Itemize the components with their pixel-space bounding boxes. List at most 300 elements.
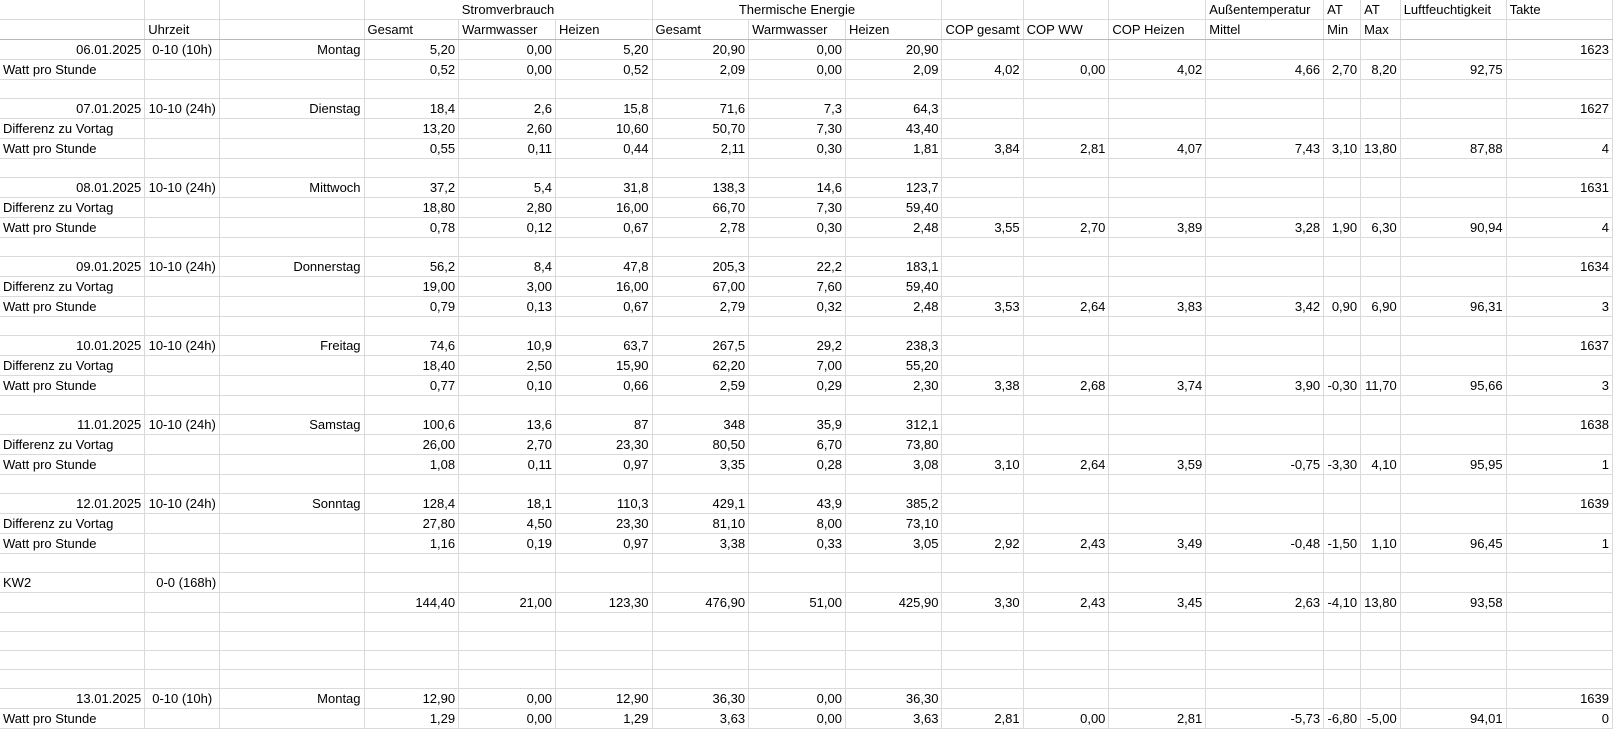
cell[interactable] bbox=[1206, 336, 1324, 356]
cell[interactable]: 0,66 bbox=[555, 376, 652, 396]
header-cell[interactable]: Mittel bbox=[1206, 20, 1324, 40]
header-cell[interactable]: Thermische Energie bbox=[652, 0, 942, 20]
cell[interactable] bbox=[1361, 80, 1401, 99]
cell[interactable]: 3,55 bbox=[942, 218, 1023, 238]
cell[interactable] bbox=[1324, 435, 1361, 455]
cell[interactable]: 59,40 bbox=[845, 277, 942, 297]
cell[interactable] bbox=[1361, 415, 1401, 435]
cell[interactable] bbox=[749, 554, 846, 573]
cell[interactable] bbox=[220, 455, 364, 475]
cell[interactable] bbox=[942, 514, 1023, 534]
cell[interactable] bbox=[1400, 336, 1506, 356]
cell[interactable] bbox=[1400, 396, 1506, 415]
cell[interactable] bbox=[1206, 632, 1324, 651]
cell[interactable]: 1639 bbox=[1506, 494, 1612, 514]
cell[interactable] bbox=[1506, 317, 1612, 336]
cell[interactable] bbox=[1206, 415, 1324, 435]
cell[interactable] bbox=[1109, 435, 1206, 455]
cell[interactable]: 0,77 bbox=[364, 376, 459, 396]
header-cell[interactable]: COP gesamt bbox=[942, 20, 1023, 40]
cell[interactable] bbox=[1361, 670, 1401, 689]
cell[interactable] bbox=[1023, 238, 1109, 257]
header-cell[interactable] bbox=[1400, 20, 1506, 40]
cell[interactable]: 10-10 (24h) bbox=[145, 415, 220, 435]
header-cell[interactable]: Max bbox=[1361, 20, 1401, 40]
cell[interactable]: 2,81 bbox=[1023, 139, 1109, 159]
cell[interactable]: 0,30 bbox=[749, 218, 846, 238]
cell[interactable] bbox=[942, 415, 1023, 435]
cell[interactable]: 6,30 bbox=[1361, 218, 1401, 238]
cell[interactable] bbox=[1324, 99, 1361, 119]
cell[interactable] bbox=[1324, 80, 1361, 99]
cell[interactable] bbox=[220, 139, 364, 159]
cell[interactable] bbox=[0, 80, 145, 99]
cell[interactable]: Montag bbox=[220, 40, 364, 60]
cell[interactable] bbox=[1506, 435, 1612, 455]
cell[interactable] bbox=[145, 218, 220, 238]
cell[interactable] bbox=[1206, 613, 1324, 632]
cell[interactable] bbox=[0, 396, 145, 415]
cell[interactable]: 5,20 bbox=[555, 40, 652, 60]
cell[interactable] bbox=[459, 632, 556, 651]
cell[interactable] bbox=[145, 514, 220, 534]
cell[interactable] bbox=[749, 80, 846, 99]
cell[interactable]: 07.01.2025 bbox=[0, 99, 145, 119]
cell[interactable] bbox=[220, 277, 364, 297]
cell[interactable]: 87,88 bbox=[1400, 139, 1506, 159]
cell[interactable] bbox=[942, 435, 1023, 455]
cell[interactable] bbox=[1023, 119, 1109, 139]
cell[interactable] bbox=[749, 475, 846, 494]
cell[interactable]: 100,6 bbox=[364, 415, 459, 435]
cell[interactable]: 0,12 bbox=[459, 218, 556, 238]
cell[interactable] bbox=[459, 613, 556, 632]
cell[interactable] bbox=[145, 435, 220, 455]
cell[interactable]: 12,90 bbox=[364, 689, 459, 709]
cell[interactable] bbox=[942, 317, 1023, 336]
cell[interactable]: 37,2 bbox=[364, 178, 459, 198]
cell[interactable] bbox=[1400, 238, 1506, 257]
cell[interactable] bbox=[459, 573, 556, 593]
cell[interactable]: 3,84 bbox=[942, 139, 1023, 159]
cell[interactable]: -0,75 bbox=[1206, 455, 1324, 475]
cell[interactable] bbox=[1506, 60, 1612, 80]
cell[interactable]: 10-10 (24h) bbox=[145, 257, 220, 277]
cell[interactable] bbox=[942, 670, 1023, 689]
cell[interactable]: 6,70 bbox=[749, 435, 846, 455]
cell[interactable] bbox=[555, 670, 652, 689]
header-cell[interactable] bbox=[1506, 20, 1612, 40]
cell[interactable] bbox=[1206, 573, 1324, 593]
cell[interactable] bbox=[942, 651, 1023, 670]
cell[interactable]: -0,30 bbox=[1324, 376, 1361, 396]
cell[interactable] bbox=[1206, 257, 1324, 277]
cell[interactable] bbox=[1109, 277, 1206, 297]
cell[interactable]: 22,2 bbox=[749, 257, 846, 277]
cell[interactable] bbox=[1506, 396, 1612, 415]
cell[interactable] bbox=[1023, 494, 1109, 514]
cell[interactable] bbox=[1361, 356, 1401, 376]
cell[interactable] bbox=[1506, 80, 1612, 99]
cell[interactable]: 0,97 bbox=[555, 455, 652, 475]
cell[interactable]: 2,70 bbox=[1324, 60, 1361, 80]
cell[interactable] bbox=[1506, 356, 1612, 376]
cell[interactable] bbox=[1023, 40, 1109, 60]
cell[interactable]: Differenz zu Vortag bbox=[0, 435, 145, 455]
cell[interactable] bbox=[220, 238, 364, 257]
cell[interactable]: 0,90 bbox=[1324, 297, 1361, 317]
cell[interactable]: 2,81 bbox=[1109, 709, 1206, 729]
cell[interactable]: 18,1 bbox=[459, 494, 556, 514]
cell[interactable]: 7,43 bbox=[1206, 139, 1324, 159]
cell[interactable] bbox=[1023, 475, 1109, 494]
cell[interactable]: Donnerstag bbox=[220, 257, 364, 277]
cell[interactable] bbox=[1109, 238, 1206, 257]
cell[interactable] bbox=[1023, 632, 1109, 651]
cell[interactable] bbox=[145, 475, 220, 494]
header-cell[interactable] bbox=[1109, 0, 1206, 20]
cell[interactable]: 2,6 bbox=[459, 99, 556, 119]
cell[interactable]: 1631 bbox=[1506, 178, 1612, 198]
cell[interactable]: 2,30 bbox=[845, 376, 942, 396]
header-cell[interactable]: Takte bbox=[1506, 0, 1612, 20]
cell[interactable] bbox=[1109, 670, 1206, 689]
cell[interactable]: 43,40 bbox=[845, 119, 942, 139]
cell[interactable]: Differenz zu Vortag bbox=[0, 514, 145, 534]
cell[interactable]: 3,35 bbox=[652, 455, 749, 475]
cell[interactable] bbox=[1206, 159, 1324, 178]
cell[interactable] bbox=[364, 80, 459, 99]
cell[interactable]: 2,50 bbox=[459, 356, 556, 376]
cell[interactable] bbox=[1109, 651, 1206, 670]
cell[interactable] bbox=[1206, 40, 1324, 60]
cell[interactable] bbox=[845, 475, 942, 494]
cell[interactable]: -1,50 bbox=[1324, 534, 1361, 554]
cell[interactable] bbox=[220, 670, 364, 689]
cell[interactable] bbox=[220, 651, 364, 670]
cell[interactable]: 1,10 bbox=[1361, 534, 1401, 554]
cell[interactable]: 3,74 bbox=[1109, 376, 1206, 396]
cell[interactable]: -3,30 bbox=[1324, 455, 1361, 475]
cell[interactable] bbox=[845, 573, 942, 593]
cell[interactable] bbox=[1023, 80, 1109, 99]
cell[interactable] bbox=[845, 554, 942, 573]
cell[interactable] bbox=[845, 396, 942, 415]
cell[interactable]: 3,42 bbox=[1206, 297, 1324, 317]
cell[interactable] bbox=[1324, 336, 1361, 356]
cell[interactable]: 0,00 bbox=[459, 60, 556, 80]
cell[interactable]: 18,40 bbox=[364, 356, 459, 376]
cell[interactable]: 1623 bbox=[1506, 40, 1612, 60]
cell[interactable]: 96,45 bbox=[1400, 534, 1506, 554]
cell[interactable] bbox=[220, 356, 364, 376]
cell[interactable]: 12.01.2025 bbox=[0, 494, 145, 514]
header-cell[interactable]: Uhrzeit bbox=[145, 20, 220, 40]
cell[interactable]: 0,33 bbox=[749, 534, 846, 554]
cell[interactable]: 183,1 bbox=[845, 257, 942, 277]
cell[interactable]: 7,00 bbox=[749, 356, 846, 376]
cell[interactable] bbox=[1109, 514, 1206, 534]
cell[interactable]: 0,97 bbox=[555, 534, 652, 554]
cell[interactable] bbox=[1400, 514, 1506, 534]
cell[interactable] bbox=[1361, 494, 1401, 514]
cell[interactable] bbox=[1361, 257, 1401, 277]
cell[interactable] bbox=[652, 573, 749, 593]
cell[interactable] bbox=[1023, 514, 1109, 534]
cell[interactable] bbox=[220, 376, 364, 396]
cell[interactable]: 0,11 bbox=[459, 455, 556, 475]
cell[interactable]: 0,44 bbox=[555, 139, 652, 159]
header-cell[interactable]: Warmwasser bbox=[459, 20, 556, 40]
cell[interactable]: 4 bbox=[1506, 139, 1612, 159]
cell[interactable] bbox=[145, 376, 220, 396]
cell[interactable]: 0,52 bbox=[364, 60, 459, 80]
cell[interactable] bbox=[1206, 554, 1324, 573]
cell[interactable]: 2,81 bbox=[942, 709, 1023, 729]
cell[interactable]: Watt pro Stunde bbox=[0, 60, 145, 80]
cell[interactable]: 7,30 bbox=[749, 198, 846, 218]
cell[interactable]: 11.01.2025 bbox=[0, 415, 145, 435]
cell[interactable]: 312,1 bbox=[845, 415, 942, 435]
cell[interactable]: 5,20 bbox=[364, 40, 459, 60]
cell[interactable] bbox=[1324, 159, 1361, 178]
cell[interactable] bbox=[1361, 238, 1401, 257]
cell[interactable]: 87 bbox=[555, 415, 652, 435]
cell[interactable] bbox=[1206, 356, 1324, 376]
cell[interactable]: 43,9 bbox=[749, 494, 846, 514]
cell[interactable] bbox=[0, 651, 145, 670]
cell[interactable] bbox=[1109, 159, 1206, 178]
cell[interactable]: 63,7 bbox=[555, 336, 652, 356]
cell[interactable]: 1,29 bbox=[555, 709, 652, 729]
cell[interactable] bbox=[220, 534, 364, 554]
cell[interactable] bbox=[749, 670, 846, 689]
cell[interactable]: KW2 bbox=[0, 573, 145, 593]
cell[interactable] bbox=[1206, 80, 1324, 99]
cell[interactable] bbox=[1400, 554, 1506, 573]
cell[interactable] bbox=[1023, 198, 1109, 218]
cell[interactable]: 2,70 bbox=[1023, 218, 1109, 238]
header-cell[interactable]: COP Heizen bbox=[1109, 20, 1206, 40]
cell[interactable]: 81,10 bbox=[652, 514, 749, 534]
cell[interactable] bbox=[749, 396, 846, 415]
cell[interactable] bbox=[220, 554, 364, 573]
cell[interactable]: 36,30 bbox=[652, 689, 749, 709]
cell[interactable]: 10-10 (24h) bbox=[145, 336, 220, 356]
cell[interactable]: 0,67 bbox=[555, 218, 652, 238]
cell[interactable] bbox=[652, 317, 749, 336]
cell[interactable] bbox=[555, 396, 652, 415]
cell[interactable]: 08.01.2025 bbox=[0, 178, 145, 198]
cell[interactable]: Dienstag bbox=[220, 99, 364, 119]
cell[interactable]: 50,70 bbox=[652, 119, 749, 139]
cell[interactable]: 0-10 (10h) bbox=[145, 689, 220, 709]
cell[interactable] bbox=[145, 139, 220, 159]
cell[interactable] bbox=[1109, 317, 1206, 336]
cell[interactable]: 123,30 bbox=[555, 593, 652, 613]
cell[interactable]: 1 bbox=[1506, 455, 1612, 475]
cell[interactable] bbox=[652, 632, 749, 651]
cell[interactable]: 10-10 (24h) bbox=[145, 99, 220, 119]
cell[interactable]: 19,00 bbox=[364, 277, 459, 297]
cell[interactable]: 35,9 bbox=[749, 415, 846, 435]
cell[interactable] bbox=[1400, 573, 1506, 593]
cell[interactable] bbox=[555, 554, 652, 573]
cell[interactable]: 2,09 bbox=[845, 60, 942, 80]
cell[interactable] bbox=[1324, 40, 1361, 60]
cell[interactable]: 0,29 bbox=[749, 376, 846, 396]
cell[interactable] bbox=[845, 670, 942, 689]
cell[interactable] bbox=[145, 80, 220, 99]
cell[interactable]: 14,6 bbox=[749, 178, 846, 198]
cell[interactable] bbox=[364, 159, 459, 178]
cell[interactable] bbox=[220, 119, 364, 139]
cell[interactable]: 13,80 bbox=[1361, 139, 1401, 159]
cell[interactable] bbox=[1361, 198, 1401, 218]
cell[interactable] bbox=[1506, 670, 1612, 689]
cell[interactable] bbox=[1023, 435, 1109, 455]
cell[interactable]: 3,28 bbox=[1206, 218, 1324, 238]
cell[interactable]: 29,2 bbox=[749, 336, 846, 356]
cell[interactable] bbox=[1023, 573, 1109, 593]
cell[interactable] bbox=[459, 80, 556, 99]
cell[interactable] bbox=[145, 613, 220, 632]
cell[interactable] bbox=[1023, 554, 1109, 573]
cell[interactable] bbox=[749, 238, 846, 257]
cell[interactable] bbox=[942, 257, 1023, 277]
cell[interactable] bbox=[1206, 238, 1324, 257]
header-cell[interactable]: Warmwasser bbox=[749, 20, 846, 40]
cell[interactable]: 0 bbox=[1506, 709, 1612, 729]
cell[interactable] bbox=[1109, 336, 1206, 356]
cell[interactable] bbox=[220, 198, 364, 218]
cell[interactable] bbox=[459, 554, 556, 573]
cell[interactable]: 3 bbox=[1506, 297, 1612, 317]
cell[interactable]: 8,4 bbox=[459, 257, 556, 277]
cell[interactable] bbox=[145, 159, 220, 178]
cell[interactable]: 18,80 bbox=[364, 198, 459, 218]
cell[interactable]: 1,16 bbox=[364, 534, 459, 554]
cell[interactable]: 128,4 bbox=[364, 494, 459, 514]
cell[interactable]: 8,00 bbox=[749, 514, 846, 534]
cell[interactable] bbox=[652, 613, 749, 632]
cell[interactable] bbox=[0, 613, 145, 632]
cell[interactable]: 3,38 bbox=[942, 376, 1023, 396]
cell[interactable] bbox=[1400, 651, 1506, 670]
cell[interactable]: 2,68 bbox=[1023, 376, 1109, 396]
cell[interactable] bbox=[845, 238, 942, 257]
cell[interactable] bbox=[942, 159, 1023, 178]
cell[interactable] bbox=[749, 317, 846, 336]
cell[interactable]: 2,11 bbox=[652, 139, 749, 159]
cell[interactable] bbox=[145, 297, 220, 317]
cell[interactable]: 18,4 bbox=[364, 99, 459, 119]
cell[interactable]: 27,80 bbox=[364, 514, 459, 534]
cell[interactable]: 36,30 bbox=[845, 689, 942, 709]
cell[interactable] bbox=[1400, 119, 1506, 139]
cell[interactable] bbox=[145, 670, 220, 689]
cell[interactable] bbox=[942, 494, 1023, 514]
cell[interactable] bbox=[1206, 317, 1324, 336]
cell[interactable]: 0,00 bbox=[1023, 709, 1109, 729]
cell[interactable] bbox=[1324, 396, 1361, 415]
cell[interactable] bbox=[220, 159, 364, 178]
cell[interactable] bbox=[555, 632, 652, 651]
cell[interactable] bbox=[145, 632, 220, 651]
cell[interactable]: 3,49 bbox=[1109, 534, 1206, 554]
cell[interactable]: 4,10 bbox=[1361, 455, 1401, 475]
cell[interactable] bbox=[1324, 632, 1361, 651]
cell[interactable]: 1,08 bbox=[364, 455, 459, 475]
cell[interactable] bbox=[1023, 336, 1109, 356]
cell[interactable]: 26,00 bbox=[364, 435, 459, 455]
cell[interactable]: 2,79 bbox=[652, 297, 749, 317]
cell[interactable] bbox=[1109, 80, 1206, 99]
cell[interactable] bbox=[845, 317, 942, 336]
cell[interactable] bbox=[1361, 178, 1401, 198]
header-cell[interactable] bbox=[942, 0, 1023, 20]
cell[interactable]: Sonntag bbox=[220, 494, 364, 514]
cell[interactable]: 4,50 bbox=[459, 514, 556, 534]
cell[interactable] bbox=[1361, 99, 1401, 119]
cell[interactable] bbox=[1109, 613, 1206, 632]
cell[interactable] bbox=[364, 238, 459, 257]
cell[interactable]: 238,3 bbox=[845, 336, 942, 356]
cell[interactable] bbox=[942, 119, 1023, 139]
cell[interactable]: 13.01.2025 bbox=[0, 689, 145, 709]
cell[interactable] bbox=[1361, 613, 1401, 632]
cell[interactable]: 0-0 (168h) bbox=[145, 573, 220, 593]
cell[interactable] bbox=[1361, 651, 1401, 670]
cell[interactable]: 13,20 bbox=[364, 119, 459, 139]
cell[interactable]: 0,30 bbox=[749, 139, 846, 159]
cell[interactable]: 0,52 bbox=[555, 60, 652, 80]
cell[interactable] bbox=[364, 317, 459, 336]
cell[interactable]: 205,3 bbox=[652, 257, 749, 277]
cell[interactable]: Differenz zu Vortag bbox=[0, 119, 145, 139]
cell[interactable] bbox=[1400, 257, 1506, 277]
cell[interactable]: 2,63 bbox=[1206, 593, 1324, 613]
cell[interactable]: 1,29 bbox=[364, 709, 459, 729]
cell[interactable] bbox=[364, 632, 459, 651]
cell[interactable]: Differenz zu Vortag bbox=[0, 356, 145, 376]
cell[interactable]: 3,30 bbox=[942, 593, 1023, 613]
cell[interactable] bbox=[1324, 494, 1361, 514]
cell[interactable] bbox=[1361, 277, 1401, 297]
cell[interactable]: 0,00 bbox=[749, 40, 846, 60]
cell[interactable]: 144,40 bbox=[364, 593, 459, 613]
cell[interactable]: Watt pro Stunde bbox=[0, 534, 145, 554]
cell[interactable] bbox=[1109, 632, 1206, 651]
cell[interactable]: 7,3 bbox=[749, 99, 846, 119]
cell[interactable]: Watt pro Stunde bbox=[0, 139, 145, 159]
cell[interactable] bbox=[1324, 475, 1361, 494]
cell[interactable] bbox=[1400, 356, 1506, 376]
cell[interactable] bbox=[364, 475, 459, 494]
cell[interactable]: 4,66 bbox=[1206, 60, 1324, 80]
cell[interactable] bbox=[1506, 554, 1612, 573]
cell[interactable]: Freitag bbox=[220, 336, 364, 356]
cell[interactable]: 0,00 bbox=[749, 689, 846, 709]
cell[interactable] bbox=[942, 198, 1023, 218]
cell[interactable]: 4,07 bbox=[1109, 139, 1206, 159]
cell[interactable] bbox=[1400, 40, 1506, 60]
cell[interactable] bbox=[1206, 670, 1324, 689]
cell[interactable] bbox=[459, 475, 556, 494]
cell[interactable]: 11,70 bbox=[1361, 376, 1401, 396]
cell[interactable] bbox=[1361, 435, 1401, 455]
cell[interactable] bbox=[942, 632, 1023, 651]
